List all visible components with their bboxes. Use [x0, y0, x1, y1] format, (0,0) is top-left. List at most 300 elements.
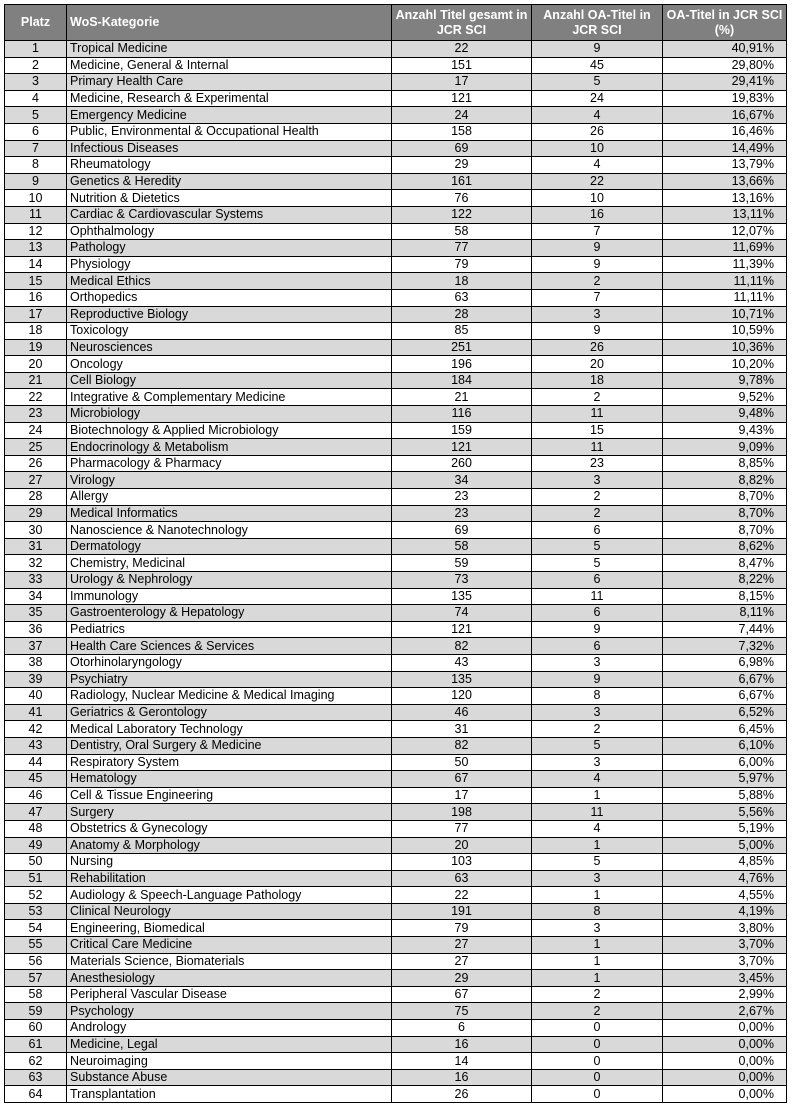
cell-oa: 4 — [532, 820, 663, 837]
cell-oa: 22 — [532, 173, 663, 190]
table-row — [5, 754, 787, 771]
cell-oa: 26 — [532, 339, 663, 356]
cell-rank: 37 — [5, 638, 67, 655]
cell-total: 116 — [392, 406, 532, 423]
cell-rank: 45 — [5, 771, 67, 788]
table-row — [5, 787, 787, 804]
cell-pct: 13,11% — [663, 206, 787, 223]
table-row — [5, 41, 787, 58]
table-row — [5, 771, 787, 788]
cell-rank: 58 — [5, 986, 67, 1003]
cell-pct: 0,00% — [663, 1069, 787, 1086]
cell-oa: 3 — [532, 870, 663, 887]
table-row — [5, 638, 787, 655]
cell-oa: 10 — [532, 190, 663, 207]
cell-category: Allergy — [67, 489, 392, 506]
cell-category: Cell Biology — [67, 372, 392, 389]
cell-category: Genetics & Heredity — [67, 173, 392, 190]
cell-pct: 6,98% — [663, 654, 787, 671]
table-row — [5, 1020, 787, 1037]
cell-category: Dermatology — [67, 538, 392, 555]
cell-rank: 10 — [5, 190, 67, 207]
cell-category: Nanoscience & Nanotechnology — [67, 522, 392, 539]
cell-oa: 4 — [532, 157, 663, 174]
cell-pct: 9,09% — [663, 439, 787, 456]
cell-rank: 60 — [5, 1020, 67, 1037]
table-row — [5, 986, 787, 1003]
cell-total: 58 — [392, 223, 532, 240]
cell-category: Medicine, General & Internal — [67, 57, 392, 74]
cell-rank: 51 — [5, 870, 67, 887]
cell-pct: 0,00% — [663, 1036, 787, 1053]
cell-total: 69 — [392, 140, 532, 157]
cell-pct: 6,00% — [663, 754, 787, 771]
cell-pct: 8,47% — [663, 555, 787, 572]
cell-total: 73 — [392, 572, 532, 589]
cell-oa: 3 — [532, 754, 663, 771]
cell-total: 77 — [392, 240, 532, 257]
cell-pct: 8,70% — [663, 522, 787, 539]
table-row — [5, 654, 787, 671]
cell-category: Peripheral Vascular Disease — [67, 986, 392, 1003]
cell-oa: 3 — [532, 654, 663, 671]
table-row — [5, 339, 787, 356]
cell-oa: 2 — [532, 505, 663, 522]
table-row — [5, 937, 787, 954]
cell-total: 85 — [392, 323, 532, 340]
table-row — [5, 737, 787, 754]
cell-oa: 2 — [532, 389, 663, 406]
cell-category: Oncology — [67, 356, 392, 373]
cell-total: 27 — [392, 953, 532, 970]
header-row — [5, 5, 787, 41]
cell-pct: 8,85% — [663, 455, 787, 472]
cell-oa: 18 — [532, 372, 663, 389]
cell-rank: 1 — [5, 41, 67, 58]
cell-rank: 29 — [5, 505, 67, 522]
cell-category: Neurosciences — [67, 339, 392, 356]
cell-pct: 14,49% — [663, 140, 787, 157]
header-total: Anzahl Titel gesamt in JCR SCI — [392, 5, 532, 41]
cell-pct: 29,41% — [663, 74, 787, 91]
table-row — [5, 190, 787, 207]
cell-oa: 9 — [532, 621, 663, 638]
cell-category: Anesthesiology — [67, 970, 392, 987]
cell-category: Immunology — [67, 588, 392, 605]
table-row — [5, 256, 787, 273]
cell-rank: 34 — [5, 588, 67, 605]
cell-total: 76 — [392, 190, 532, 207]
cell-oa: 2 — [532, 273, 663, 290]
cell-oa: 9 — [532, 41, 663, 58]
cell-category: Engineering, Biomedical — [67, 920, 392, 937]
table-row — [5, 57, 787, 74]
cell-oa: 15 — [532, 422, 663, 439]
cell-rank: 47 — [5, 804, 67, 821]
cell-total: 58 — [392, 538, 532, 555]
table-row — [5, 870, 787, 887]
cell-total: 14 — [392, 1053, 532, 1070]
cell-pct: 0,00% — [663, 1086, 787, 1103]
cell-pct: 8,15% — [663, 588, 787, 605]
cell-category: Reproductive Biology — [67, 306, 392, 323]
cell-oa: 4 — [532, 107, 663, 124]
cell-oa: 11 — [532, 804, 663, 821]
table-row — [5, 173, 787, 190]
cell-oa: 5 — [532, 538, 663, 555]
table-row — [5, 671, 787, 688]
cell-pct: 0,00% — [663, 1020, 787, 1037]
cell-pct: 7,44% — [663, 621, 787, 638]
cell-rank: 52 — [5, 887, 67, 904]
cell-rank: 2 — [5, 57, 67, 74]
cell-category: Substance Abuse — [67, 1069, 392, 1086]
cell-category: Critical Care Medicine — [67, 937, 392, 954]
cell-rank: 59 — [5, 1003, 67, 1020]
table-row — [5, 489, 787, 506]
cell-oa: 5 — [532, 555, 663, 572]
cell-rank: 49 — [5, 837, 67, 854]
cell-rank: 50 — [5, 854, 67, 871]
table-row — [5, 953, 787, 970]
cell-total: 121 — [392, 439, 532, 456]
cell-rank: 20 — [5, 356, 67, 373]
cell-total: 28 — [392, 306, 532, 323]
cell-total: 17 — [392, 74, 532, 91]
cell-total: 77 — [392, 820, 532, 837]
cell-total: 103 — [392, 854, 532, 871]
cell-oa: 23 — [532, 455, 663, 472]
cell-total: 63 — [392, 870, 532, 887]
cell-rank: 28 — [5, 489, 67, 506]
cell-total: 50 — [392, 754, 532, 771]
cell-pct: 5,19% — [663, 820, 787, 837]
cell-category: Respiratory System — [67, 754, 392, 771]
table-row — [5, 273, 787, 290]
cell-oa: 3 — [532, 704, 663, 721]
cell-total: 27 — [392, 937, 532, 954]
cell-pct: 11,11% — [663, 289, 787, 306]
cell-oa: 9 — [532, 256, 663, 273]
cell-category: Medical Ethics — [67, 273, 392, 290]
table-row — [5, 372, 787, 389]
cell-oa: 11 — [532, 588, 663, 605]
cell-category: Emergency Medicine — [67, 107, 392, 124]
cell-total: 16 — [392, 1069, 532, 1086]
cell-pct: 2,99% — [663, 986, 787, 1003]
cell-rank: 35 — [5, 605, 67, 622]
cell-rank: 25 — [5, 439, 67, 456]
cell-total: 260 — [392, 455, 532, 472]
table-row — [5, 837, 787, 854]
cell-total: 75 — [392, 1003, 532, 1020]
table-row — [5, 1069, 787, 1086]
cell-oa: 5 — [532, 737, 663, 754]
cell-pct: 9,43% — [663, 422, 787, 439]
cell-pct: 3,70% — [663, 953, 787, 970]
cell-total: 161 — [392, 173, 532, 190]
cell-oa: 4 — [532, 771, 663, 788]
header-rank: Platz — [5, 5, 67, 41]
cell-oa: 0 — [532, 1069, 663, 1086]
cell-oa: 1 — [532, 887, 663, 904]
table-row — [5, 605, 787, 622]
cell-rank: 63 — [5, 1069, 67, 1086]
cell-pct: 9,52% — [663, 389, 787, 406]
table-row — [5, 721, 787, 738]
table-row — [5, 140, 787, 157]
cell-pct: 9,48% — [663, 406, 787, 423]
cell-rank: 9 — [5, 173, 67, 190]
cell-total: 16 — [392, 1036, 532, 1053]
table-body — [5, 41, 787, 1103]
cell-rank: 38 — [5, 654, 67, 671]
cell-category: Medical Informatics — [67, 505, 392, 522]
cell-total: 67 — [392, 986, 532, 1003]
table-row — [5, 704, 787, 721]
table-row — [5, 887, 787, 904]
cell-pct: 4,76% — [663, 870, 787, 887]
cell-rank: 53 — [5, 903, 67, 920]
cell-pct: 3,80% — [663, 920, 787, 937]
cell-category: Health Care Sciences & Services — [67, 638, 392, 655]
cell-category: Physiology — [67, 256, 392, 273]
cell-oa: 20 — [532, 356, 663, 373]
cell-category: Rehabilitation — [67, 870, 392, 887]
cell-oa: 2 — [532, 986, 663, 1003]
cell-total: 82 — [392, 638, 532, 655]
cell-total: 29 — [392, 970, 532, 987]
cell-rank: 39 — [5, 671, 67, 688]
cell-category: Virology — [67, 472, 392, 489]
cell-total: 21 — [392, 389, 532, 406]
cell-rank: 30 — [5, 522, 67, 539]
cell-rank: 3 — [5, 74, 67, 91]
cell-rank: 21 — [5, 372, 67, 389]
table-row — [5, 555, 787, 572]
cell-pct: 6,67% — [663, 688, 787, 705]
cell-oa: 45 — [532, 57, 663, 74]
cell-oa: 11 — [532, 439, 663, 456]
cell-category: Hematology — [67, 771, 392, 788]
cell-total: 135 — [392, 671, 532, 688]
table-row — [5, 107, 787, 124]
cell-category: Ophthalmology — [67, 223, 392, 240]
table-row — [5, 157, 787, 174]
cell-pct: 8,22% — [663, 572, 787, 589]
cell-pct: 19,83% — [663, 90, 787, 107]
cell-pct: 16,46% — [663, 123, 787, 140]
table-row — [5, 240, 787, 257]
cell-rank: 7 — [5, 140, 67, 157]
cell-category: Infectious Diseases — [67, 140, 392, 157]
cell-oa: 7 — [532, 223, 663, 240]
table-row — [5, 505, 787, 522]
cell-total: 122 — [392, 206, 532, 223]
cell-pct: 5,97% — [663, 771, 787, 788]
cell-pct: 6,45% — [663, 721, 787, 738]
cell-oa: 0 — [532, 1020, 663, 1037]
table-row — [5, 572, 787, 589]
cell-rank: 43 — [5, 737, 67, 754]
cell-oa: 6 — [532, 522, 663, 539]
cell-pct: 8,70% — [663, 489, 787, 506]
cell-category: Medicine, Research & Experimental — [67, 90, 392, 107]
header-oa: Anzahl OA-Titel in JCR SCI — [532, 5, 663, 41]
cell-category: Pediatrics — [67, 621, 392, 638]
cell-pct: 16,67% — [663, 107, 787, 124]
table-row — [5, 74, 787, 91]
cell-oa: 5 — [532, 74, 663, 91]
cell-pct: 10,20% — [663, 356, 787, 373]
cell-rank: 57 — [5, 970, 67, 987]
cell-oa: 2 — [532, 1003, 663, 1020]
cell-total: 31 — [392, 721, 532, 738]
cell-category: Public, Environmental & Occupational Health — [67, 123, 392, 140]
cell-total: 184 — [392, 372, 532, 389]
cell-pct: 3,70% — [663, 937, 787, 954]
cell-category: Medicine, Legal — [67, 1036, 392, 1053]
cell-rank: 41 — [5, 704, 67, 721]
table-row — [5, 970, 787, 987]
cell-pct: 5,56% — [663, 804, 787, 821]
table-row — [5, 1086, 787, 1103]
cell-rank: 32 — [5, 555, 67, 572]
cell-rank: 26 — [5, 455, 67, 472]
cell-rank: 13 — [5, 240, 67, 257]
cell-pct: 11,11% — [663, 273, 787, 290]
cell-oa: 7 — [532, 289, 663, 306]
cell-rank: 61 — [5, 1036, 67, 1053]
cell-pct: 0,00% — [663, 1053, 787, 1070]
cell-pct: 5,88% — [663, 787, 787, 804]
cell-category: Pathology — [67, 240, 392, 257]
cell-oa: 5 — [532, 854, 663, 871]
cell-oa: 6 — [532, 638, 663, 655]
table-row — [5, 688, 787, 705]
cell-pct: 5,00% — [663, 837, 787, 854]
cell-rank: 27 — [5, 472, 67, 489]
cell-rank: 4 — [5, 90, 67, 107]
cell-rank: 36 — [5, 621, 67, 638]
cell-oa: 11 — [532, 406, 663, 423]
cell-total: 79 — [392, 256, 532, 273]
cell-oa: 2 — [532, 721, 663, 738]
table-row — [5, 804, 787, 821]
cell-rank: 15 — [5, 273, 67, 290]
table-row — [5, 903, 787, 920]
cell-category: Surgery — [67, 804, 392, 821]
cell-oa: 10 — [532, 140, 663, 157]
cell-oa: 1 — [532, 937, 663, 954]
cell-category: Andrology — [67, 1020, 392, 1037]
table-row — [5, 422, 787, 439]
cell-total: 6 — [392, 1020, 532, 1037]
cell-total: 120 — [392, 688, 532, 705]
cell-pct: 8,82% — [663, 472, 787, 489]
cell-category: Anatomy & Morphology — [67, 837, 392, 854]
cell-oa: 1 — [532, 787, 663, 804]
cell-oa: 8 — [532, 688, 663, 705]
cell-category: Cardiac & Cardiovascular Systems — [67, 206, 392, 223]
cell-category: Endocrinology & Metabolism — [67, 439, 392, 456]
cell-total: 191 — [392, 903, 532, 920]
cell-category: Materials Science, Biomaterials — [67, 953, 392, 970]
cell-pct: 8,11% — [663, 605, 787, 622]
cell-category: Nursing — [67, 854, 392, 871]
cell-total: 26 — [392, 1086, 532, 1103]
cell-category: Tropical Medicine — [67, 41, 392, 58]
cell-total: 43 — [392, 654, 532, 671]
table-row — [5, 538, 787, 555]
cell-rank: 40 — [5, 688, 67, 705]
cell-oa: 26 — [532, 123, 663, 140]
cell-rank: 46 — [5, 787, 67, 804]
cell-total: 251 — [392, 339, 532, 356]
cell-rank: 31 — [5, 538, 67, 555]
cell-pct: 10,36% — [663, 339, 787, 356]
cell-total: 196 — [392, 356, 532, 373]
cell-category: Dentistry, Oral Surgery & Medicine — [67, 737, 392, 754]
cell-pct: 11,69% — [663, 240, 787, 257]
cell-pct: 10,71% — [663, 306, 787, 323]
cell-pct: 29,80% — [663, 57, 787, 74]
table-row — [5, 356, 787, 373]
table-row — [5, 621, 787, 638]
table-row — [5, 123, 787, 140]
table-row — [5, 90, 787, 107]
cell-total: 46 — [392, 704, 532, 721]
cell-total: 22 — [392, 41, 532, 58]
cell-rank: 22 — [5, 389, 67, 406]
table-row — [5, 472, 787, 489]
cell-total: 74 — [392, 605, 532, 622]
cell-category: Urology & Nephrology — [67, 572, 392, 589]
cell-category: Integrative & Complementary Medicine — [67, 389, 392, 406]
cell-total: 29 — [392, 157, 532, 174]
cell-total: 22 — [392, 887, 532, 904]
cell-oa: 1 — [532, 970, 663, 987]
cell-pct: 40,91% — [663, 41, 787, 58]
table-row — [5, 289, 787, 306]
cell-oa: 6 — [532, 605, 663, 622]
cell-rank: 18 — [5, 323, 67, 340]
cell-pct: 8,62% — [663, 538, 787, 555]
cell-rank: 23 — [5, 406, 67, 423]
cell-pct: 6,10% — [663, 737, 787, 754]
cell-rank: 64 — [5, 1086, 67, 1103]
cell-oa: 2 — [532, 489, 663, 506]
cell-category: Clinical Neurology — [67, 903, 392, 920]
cell-rank: 16 — [5, 289, 67, 306]
cell-total: 63 — [392, 289, 532, 306]
cell-pct: 12,07% — [663, 223, 787, 240]
header-pct: OA-Titel in JCR SCI (%) — [663, 5, 787, 41]
wos-category-table — [4, 4, 787, 1103]
cell-total: 34 — [392, 472, 532, 489]
cell-pct: 13,66% — [663, 173, 787, 190]
cell-oa: 8 — [532, 903, 663, 920]
cell-category: Rheumatology — [67, 157, 392, 174]
header-category: WoS-Kategorie — [67, 5, 392, 41]
cell-category: Radiology, Nuclear Medicine & Medical Imaging — [67, 688, 392, 705]
cell-pct: 9,78% — [663, 372, 787, 389]
cell-rank: 17 — [5, 306, 67, 323]
cell-category: Psychology — [67, 1003, 392, 1020]
cell-pct: 13,16% — [663, 190, 787, 207]
cell-oa: 0 — [532, 1086, 663, 1103]
cell-category: Nutrition & Dietetics — [67, 190, 392, 207]
